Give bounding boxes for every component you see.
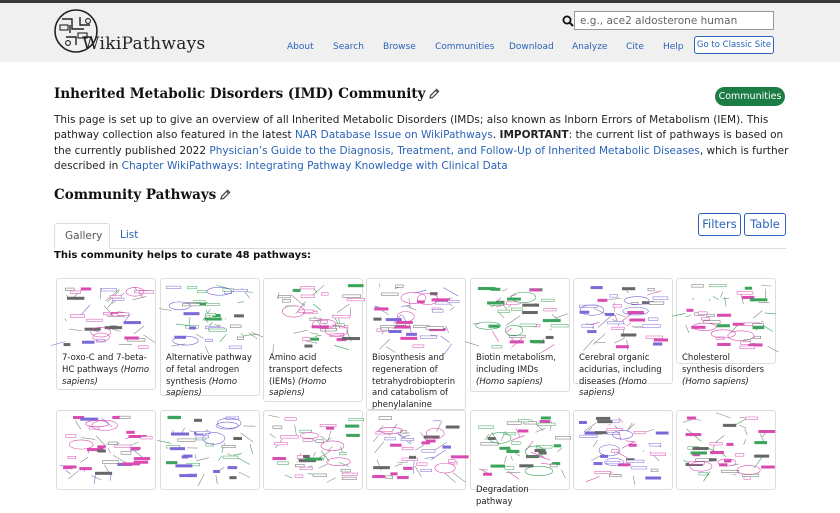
pathway-card-label[interactable] <box>471 351 569 392</box>
pathway-species: (Homo sapiens) <box>476 377 543 387</box>
pathway-card-label[interactable] <box>677 351 775 392</box>
pathway-card-label[interactable] <box>471 483 569 513</box>
pathway-card[interactable] <box>160 410 260 490</box>
nav-link-help[interactable]: Help <box>663 42 684 52</box>
pathway-thumbnail[interactable] <box>472 413 568 483</box>
nav-link-about[interactable]: About <box>287 42 314 52</box>
pathway-card[interactable] <box>263 410 363 490</box>
nav-link-browse[interactable]: Browse <box>383 42 416 52</box>
pathway-card-label[interactable] <box>574 351 672 404</box>
table-button[interactable]: Table <box>744 213 786 236</box>
pathway-thumbnail[interactable] <box>162 413 258 483</box>
page-title <box>54 86 440 102</box>
pathway-card[interactable] <box>573 410 673 490</box>
physicians-guide-link[interactable]: Physician’s Guide to the Diagnosis, Treatment, and Follow-Up of Inherited Metabolic Diseases <box>209 145 699 157</box>
pathway-card[interactable] <box>56 278 156 390</box>
pathway-card-label[interactable] <box>677 483 775 489</box>
pathway-thumbnail[interactable] <box>162 281 258 351</box>
pathway-thumbnail[interactable] <box>265 413 361 483</box>
section-title-text: Community Pathways <box>54 187 216 203</box>
pathway-title[interactable]: Alternative pathway of fetal androgen synthesis <box>166 353 252 387</box>
pathway-card-label[interactable] <box>264 351 362 404</box>
pathway-card[interactable] <box>676 278 776 364</box>
intro-text-2: . <box>493 129 500 141</box>
tab-list[interactable]: List <box>110 223 148 249</box>
intro-text-3: : the current list of pathways is based on the currently published 2022 <box>54 129 783 156</box>
pathway-card[interactable] <box>676 410 776 490</box>
pathway-title[interactable]: 7-oxo-C and 7-beta-HC pathways <box>62 353 147 375</box>
pathway-card-label[interactable] <box>57 351 155 392</box>
nav-link-cite[interactable]: Cite <box>626 42 644 52</box>
pathway-species: (Homo sapiens) <box>62 365 149 387</box>
pathway-card[interactable] <box>160 278 260 396</box>
nav-link-search[interactable]: Search <box>333 42 364 52</box>
pathway-title[interactable]: Cerebral organic acidurias, including diseases <box>579 353 662 387</box>
pathway-thumbnail[interactable] <box>575 281 671 351</box>
pathway-card[interactable] <box>470 278 570 392</box>
pathway-card[interactable] <box>573 278 673 384</box>
pathway-count-text: This community helps to curate 48 pathways: <box>54 250 311 261</box>
pathway-card[interactable] <box>470 410 570 490</box>
pathway-card[interactable] <box>366 410 466 490</box>
search-input[interactable] <box>574 11 774 30</box>
pathway-title[interactable]: Biosynthesis and regeneration of tetrahydrobiopterin and catabolism of phenylalanine <box>372 353 455 410</box>
pathway-thumbnail[interactable] <box>368 281 464 351</box>
chapter-wikipathways-link[interactable]: Chapter WikiPathways: Integrating Pathway Knowledge with Clinical Data <box>122 160 508 172</box>
pathway-species: (Homo sapiens) <box>166 377 237 399</box>
pathway-card-label[interactable] <box>161 351 259 404</box>
pathway-card-label[interactable] <box>367 483 465 489</box>
pathway-thumbnail[interactable] <box>472 281 568 351</box>
pathway-card[interactable] <box>366 278 466 410</box>
pathway-thumbnail[interactable] <box>678 281 774 351</box>
classic-site-button[interactable]: Go to Classic Site <box>694 36 774 54</box>
pathway-card-label[interactable] <box>574 483 672 489</box>
nar-database-link[interactable]: NAR Database Issue on WikiPathways <box>295 129 493 141</box>
edit-pencil-icon[interactable] <box>429 88 440 99</box>
pathway-species: (Homo sapiens) <box>682 377 749 387</box>
intro-text-4: , which is further described in <box>54 145 788 172</box>
important-label: IMPORTANT <box>500 129 569 141</box>
pathway-title[interactable]: Amino acid transport defects (IEMs) <box>269 353 342 387</box>
pathway-thumbnail[interactable] <box>368 413 464 483</box>
search-icon[interactable] <box>562 15 574 27</box>
intro-text-1: This page is set up to give an overview of all Inherited Metabolic Disorders (IMDs; also known as Inborn Errors of Metabolism (IEM). This pathway collection also featured in the latest <box>54 114 768 141</box>
pathway-card[interactable] <box>56 410 156 490</box>
nav-link-analyze[interactable]: Analyze <box>572 42 607 52</box>
pathway-species: (Homo sapiens) <box>269 377 326 399</box>
view-tabs <box>54 223 786 249</box>
pathway-title[interactable]: Cholesterol synthesis disorders <box>682 353 764 375</box>
site-logo-text: WikiPathways <box>82 34 206 54</box>
nav-link-download[interactable]: Download <box>509 42 554 52</box>
pathway-thumbnail[interactable] <box>575 413 671 483</box>
communities-badge[interactable]: Communities <box>715 87 785 106</box>
pathway-thumbnail[interactable] <box>678 413 774 483</box>
pathway-thumbnail[interactable] <box>58 281 154 351</box>
edit-pencil-icon[interactable] <box>220 189 231 200</box>
pathway-card[interactable] <box>263 278 363 402</box>
pathway-species: (Homo sapiens) <box>579 377 647 399</box>
intro-paragraph <box>54 113 789 174</box>
tab-gallery[interactable]: Gallery <box>54 223 110 249</box>
pathway-card-label[interactable] <box>57 483 155 489</box>
site-header <box>0 3 840 62</box>
pathway-thumbnail[interactable] <box>58 413 154 483</box>
pathway-title[interactable]: Biotin metabolism, including IMDs <box>476 353 556 375</box>
page-title-text: Inherited Metabolic Disorders (IMD) Community <box>54 86 425 102</box>
pathway-card-label[interactable] <box>161 483 259 489</box>
filters-button[interactable]: Filters <box>698 213 741 236</box>
pathway-title[interactable]: Degradation pathway <box>476 485 529 507</box>
nav-link-communities[interactable]: Communities <box>435 42 495 52</box>
pathway-thumbnail[interactable] <box>265 281 361 351</box>
pathway-card-label[interactable] <box>264 483 362 489</box>
section-title <box>54 187 231 203</box>
